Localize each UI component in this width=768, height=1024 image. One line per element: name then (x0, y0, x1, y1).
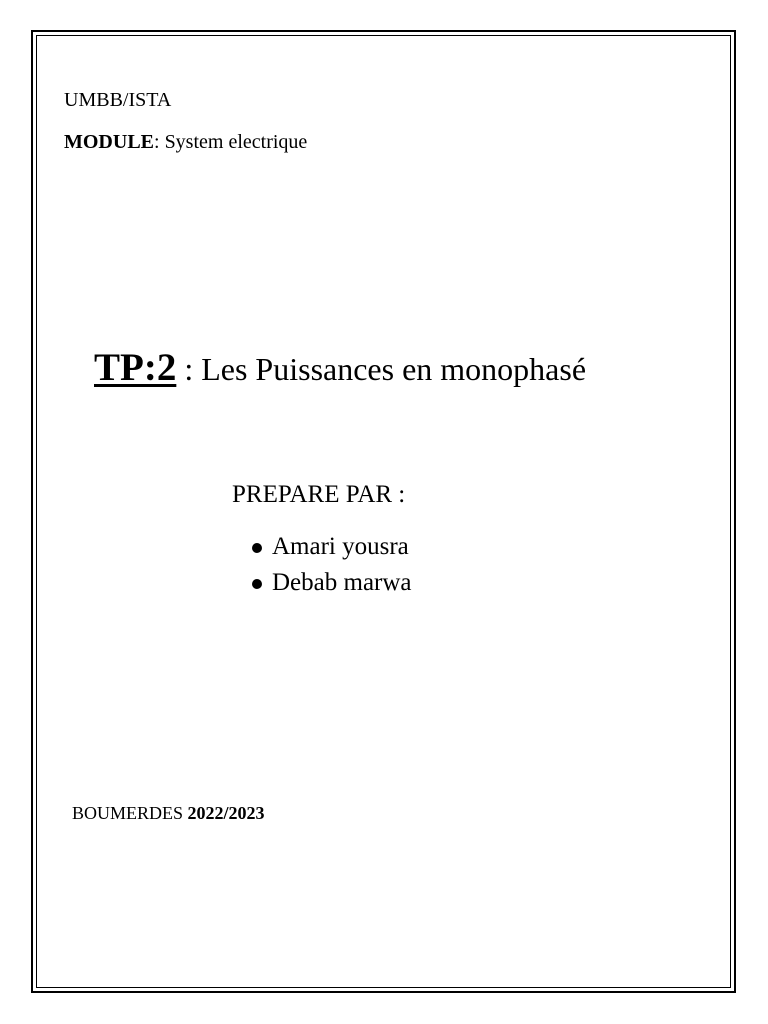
module-label: MODULE (64, 131, 154, 153)
tp-number: TP:2 (94, 346, 177, 389)
module-separator: : (154, 131, 165, 153)
module-line (64, 129, 307, 155)
bullet-icon (252, 579, 262, 589)
author-name: Debab marwa (272, 569, 412, 596)
author-name: Amari yousra (272, 533, 409, 560)
city-name: BOUMERDES (72, 803, 188, 823)
title-separator: : (176, 351, 202, 387)
title-subject: Les Puissances en monophasé (201, 351, 587, 387)
list-item (252, 529, 412, 565)
academic-year: 2022/2023 (187, 803, 265, 823)
institution-name: UMBB/ISTA (64, 89, 172, 111)
list-item (252, 565, 412, 601)
bullet-icon (252, 543, 262, 553)
author-list (252, 529, 412, 601)
document-title (94, 342, 586, 402)
location-and-year (72, 801, 265, 825)
module-name: System electrique (164, 131, 308, 153)
prepared-by-heading: PREPARE PAR : (232, 481, 406, 508)
